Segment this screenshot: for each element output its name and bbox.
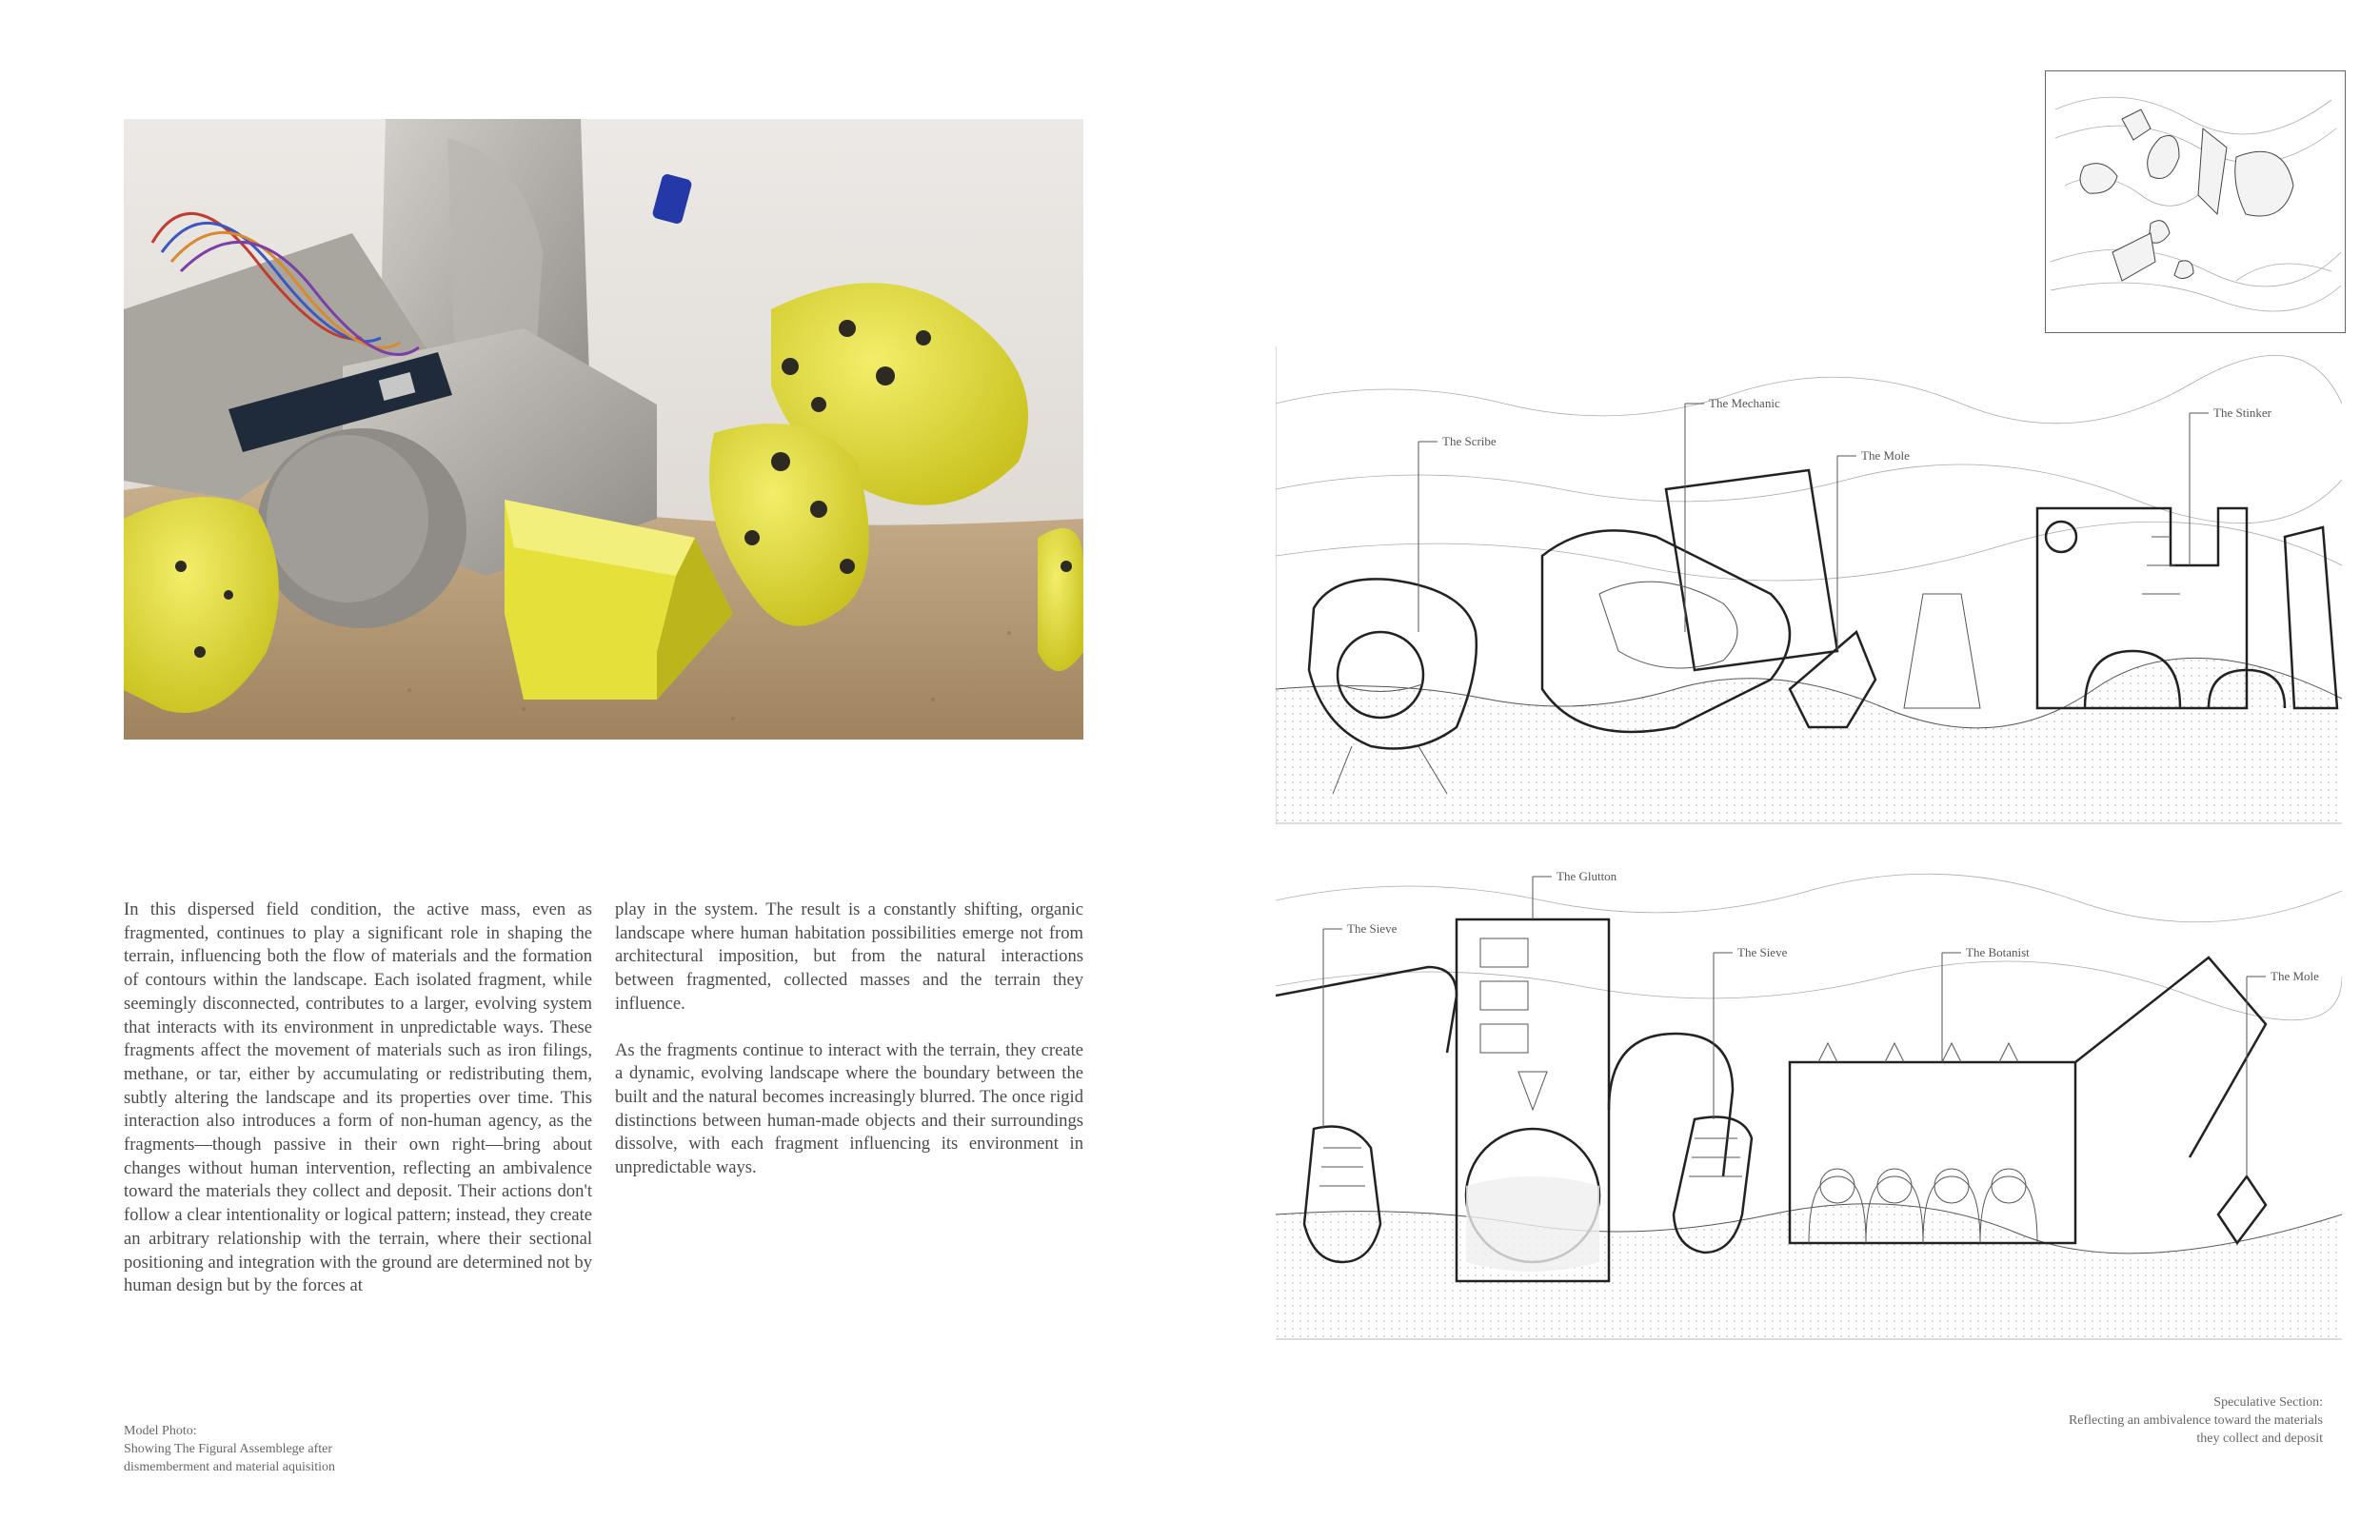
label-the-mechanic: The Mechanic [1709,396,1780,410]
label-the-botanist: The Botanist [1966,945,2030,959]
caption-line: dismemberment and material aquisition [124,1460,335,1474]
caption-line: Model Photo: [124,1424,197,1438]
body-paragraph-3: As the fragments continue to interact with the terrain, they create a dynamic, evolving landscape where the boundary between the built and the natural becomes increasingly blurred. The once rigid distinctions between human-made objects and their surroundings dissolve, with each fragment influencing its environment in unpredictable ways. [615,1039,1083,1178]
section-top-svg [1276,346,2342,824]
model-photo-caption [124,1422,335,1476]
body-paragraph-1: In this dispersed field condition, the active mass, even as fragmented, continues to play a significant role in shaping the terrain, influencing both the flow of materials and the formation of contours within the landscape. Each isolated fragment, while seemingly disconnected, contributes to a larger, evolving system that interacts with its environment in unpredictable ways. These fragments affect the movement of materials such as iron filings, methane, or tar, either by accumulating or redistributing them, subtly altering the landscape and its properties over time. This interaction also introduces a form of non-human agency, as the fragments—though passive in their own right—bring about changes without human intervention, reflecting an ambivalence toward the materials they collect and deposit. Their actions don't follow a clear intentionality or logical pattern; instead, they create an arbitrary relationship with the terrain, where their sectional positioning and integration with the ground are determined not by human design but by the forces at [124,899,592,1296]
label-the-sieve-left: The Sieve [1347,921,1398,936]
body-column-left [124,898,592,1321]
site-plan-inset [2045,70,2346,333]
section-drawing-bottom [1276,862,2342,1340]
caption-line: Reflecting an ambivalence toward the materials [2068,1413,2323,1428]
model-photo [124,119,1083,740]
section-caption [2069,1393,2323,1448]
section-bottom-svg [1276,862,2342,1340]
label-the-mole-bottom: The Mole [2271,969,2319,983]
label-the-sieve-right: The Sieve [1737,945,1788,959]
body-column-right [615,898,1083,1203]
caption-line: they collect and deposit [2196,1431,2323,1446]
caption-line: Showing The Figural Assemblege after [124,1442,333,1456]
label-the-mole: The Mole [1861,448,1910,463]
label-the-scribe: The Scribe [1442,434,1497,448]
label-the-stinker: The Stinker [2213,405,2272,420]
model-photo-illustration [124,119,1083,740]
caption-line: Speculative Section: [2213,1395,2323,1410]
body-paragraph-2: play in the system. The result is a constantly shifting, organic landscape where human habitation possibilities emerge not from architectural imposition, but from the natural interactions between fragmented, collected masses and the terrain they influence. [615,899,1083,1014]
site-plan-drawing [2046,71,2345,332]
section-drawing-top [1276,346,2342,824]
label-the-glutton: The Glutton [1557,869,1617,883]
